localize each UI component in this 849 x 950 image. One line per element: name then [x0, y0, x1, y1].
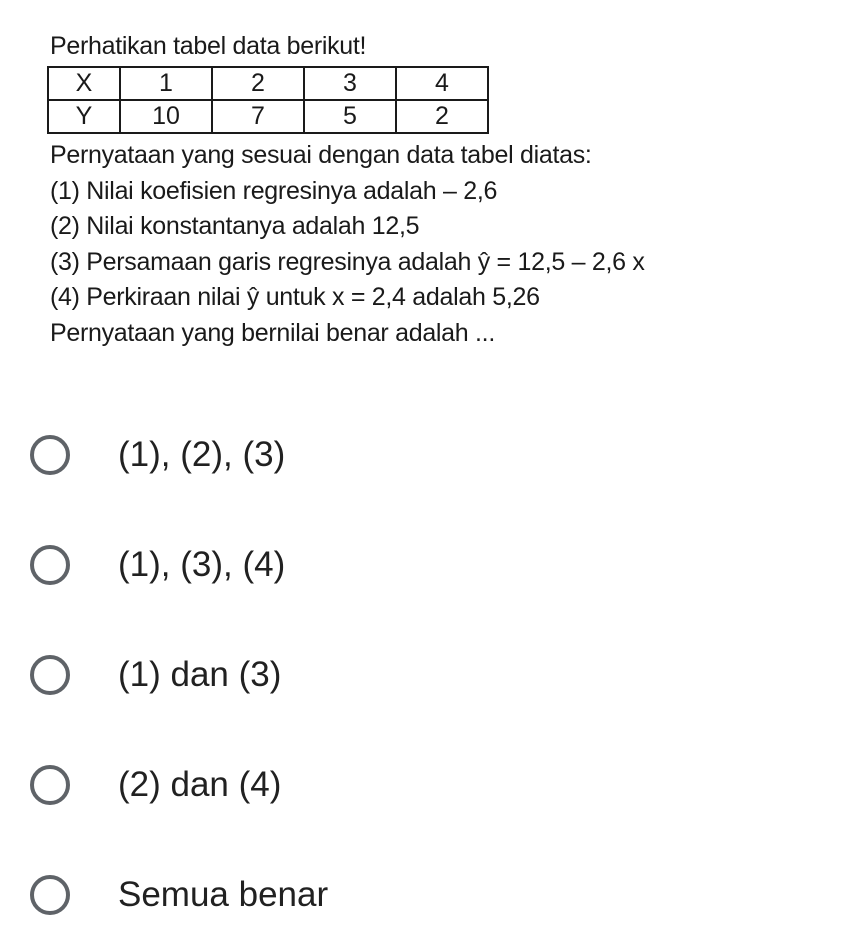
table-cell: 10	[120, 100, 212, 133]
option-2[interactable]	[30, 510, 830, 620]
table-cell: 4	[396, 67, 488, 100]
option-label: (2) dan (4)	[118, 765, 282, 804]
radio-button[interactable]	[30, 765, 70, 805]
table-cell: Y	[48, 100, 120, 133]
statement-2: (2) Nilai konstantanya adalah 12,5	[50, 212, 420, 240]
question-prompt: Pernyataan yang bernilai benar adalah ...	[50, 318, 495, 347]
question-intro: Perhatikan tabel data berikut!	[50, 32, 367, 60]
statement-heading: Pernyataan yang sesuai dengan data tabel diatas:	[50, 141, 592, 169]
data-table	[47, 66, 489, 134]
radio-button[interactable]	[30, 435, 70, 475]
option-3[interactable]	[30, 620, 830, 730]
option-4[interactable]	[30, 730, 830, 840]
option-1[interactable]	[30, 400, 830, 510]
table-row-x	[48, 67, 488, 100]
answer-options	[30, 400, 830, 950]
option-label: Semua benar	[118, 875, 329, 914]
table-cell: X	[48, 67, 120, 100]
table-cell: 2	[396, 100, 488, 133]
radio-button[interactable]	[30, 655, 70, 695]
table-cell: 2	[212, 67, 304, 100]
statements	[50, 138, 840, 351]
table-cell: 3	[304, 67, 396, 100]
option-5[interactable]	[30, 840, 830, 950]
table-cell: 7	[212, 100, 304, 133]
statement-4: (4) Perkiraan nilai ŷ untuk x = 2,4 adalah 5,26	[50, 283, 540, 311]
radio-button[interactable]	[30, 875, 70, 915]
radio-button[interactable]	[30, 545, 70, 585]
table-cell: 5	[304, 100, 396, 133]
option-label: (1), (2), (3)	[118, 435, 286, 474]
statement-3: (3) Persamaan garis regresinya adalah ŷ = 12,5 – 2,6 x	[50, 247, 645, 276]
option-label: (1), (3), (4)	[118, 545, 286, 584]
table-cell: 1	[120, 67, 212, 100]
option-label: (1) dan (3)	[118, 655, 282, 694]
question-image	[50, 30, 840, 351]
table-row-y	[48, 100, 488, 133]
statement-1: (1) Nilai koefisien regresinya adalah – 2,6	[50, 176, 498, 205]
